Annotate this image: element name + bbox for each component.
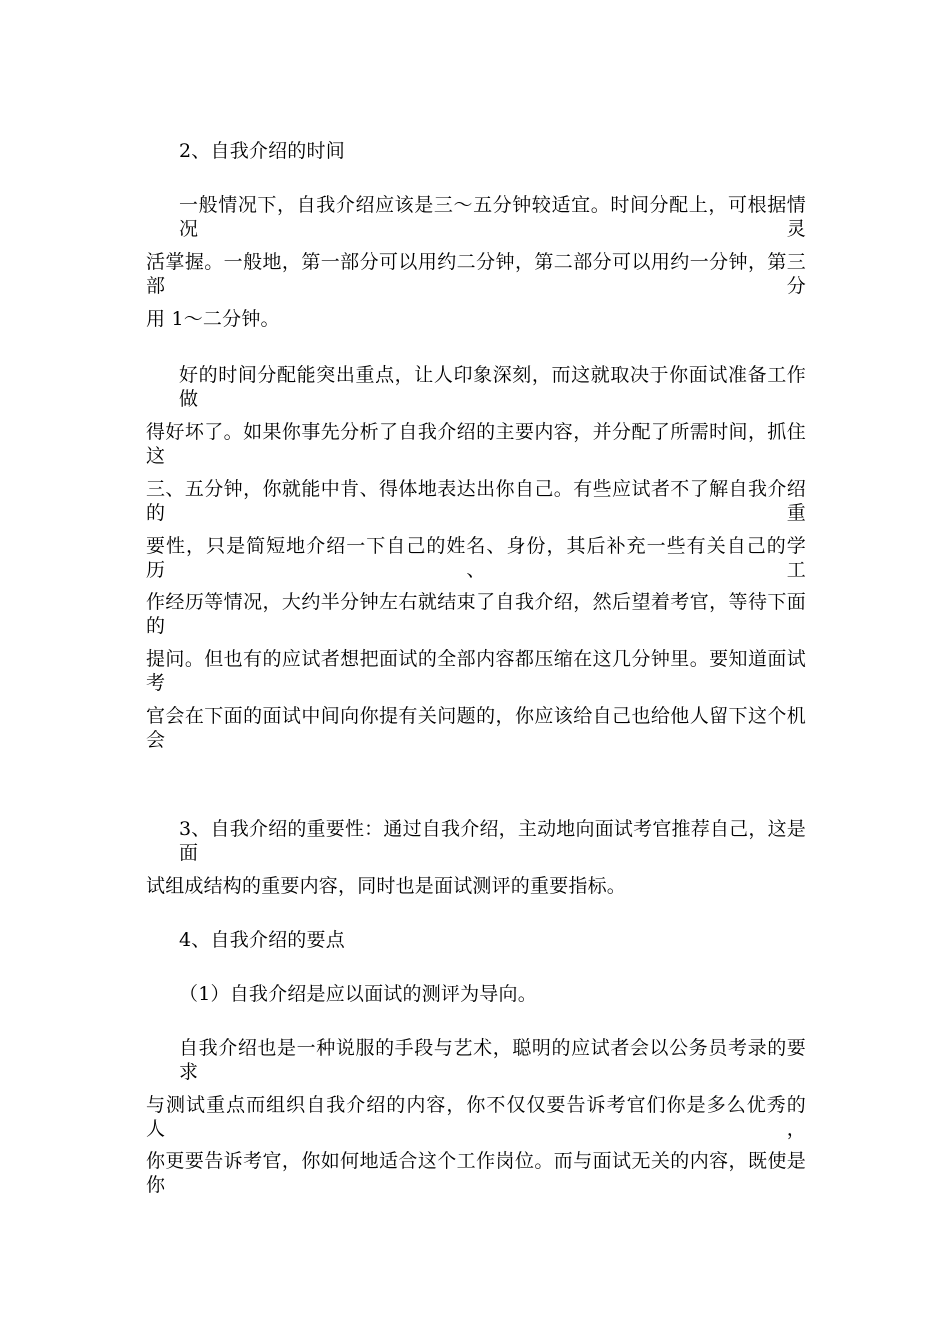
paragraph-line: 活掌握。一般地，第一部分可以用约二分钟，第二部分可以用约一分钟，第三部分 bbox=[146, 251, 806, 297]
section-2-heading: 2、自我介绍的时间 bbox=[179, 140, 345, 162]
paragraph-line: 得好坏了。如果你事先分析了自我介绍的主要内容，并分配了所需时间，抓住这 bbox=[146, 421, 806, 467]
paragraph-line: 用 1～二分钟。 bbox=[146, 308, 280, 330]
paragraph-line: 要性，只是简短地介绍一下自己的姓名、身份，其后补充一些有关自己的学历、工 bbox=[146, 535, 806, 581]
subheading-1: （1）自我介绍是应以面试的测评为导向。 bbox=[179, 983, 537, 1005]
paragraph-line: 你更要告诉考官，你如何地适合这个工作岗位。而与面试无关的内容，既使是你 bbox=[146, 1150, 806, 1196]
section-3-line: 试组成结构的重要内容，同时也是面试测评的重要指标。 bbox=[146, 875, 627, 897]
section-3-line: 3、自我介绍的重要性：通过自我介绍，主动地向面试考官推荐自己，这是面 bbox=[179, 818, 806, 864]
paragraph-line: 三、五分钟，你就能中肯、得体地表达出你自己。有些应试者不了解自我介绍的重 bbox=[146, 478, 806, 524]
paragraph-line: 一般情况下，自我介绍应该是三～五分钟较适宜。时间分配上，可根据情况灵 bbox=[179, 194, 806, 240]
paragraph-line: 官会在下面的面试中间向你提有关问题的，你应该给自己也给他人留下这个机会 bbox=[146, 705, 806, 751]
paragraph-line: 自我介绍也是一种说服的手段与艺术，聪明的应试者会以公务员考录的要求 bbox=[179, 1037, 806, 1083]
section-4-heading: 4、自我介绍的要点 bbox=[179, 929, 345, 951]
paragraph-line: 好的时间分配能突出重点，让人印象深刻，而这就取决于你面试准备工作做 bbox=[179, 364, 806, 410]
paragraph-line: 与测试重点而组织自我介绍的内容，你不仅仅要告诉考官们你是多么优秀的人， bbox=[146, 1094, 806, 1140]
paragraph-line: 提问。但也有的应试者想把面试的全部内容都压缩在这几分钟里。要知道面试考 bbox=[146, 648, 806, 694]
paragraph-line: 作经历等情况，大约半分钟左右就结束了自我介绍，然后望着考官，等待下面的 bbox=[146, 591, 806, 637]
